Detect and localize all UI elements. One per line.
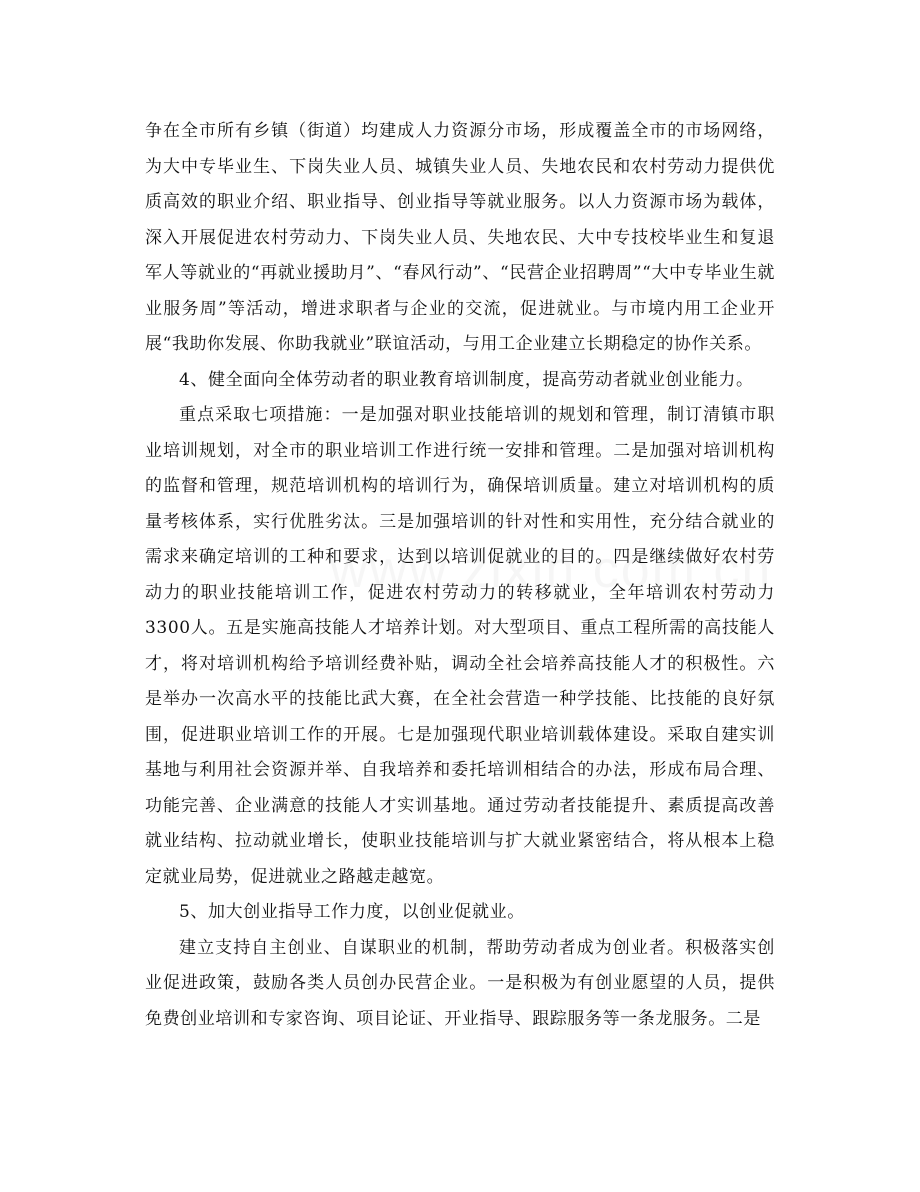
document-body [145, 114, 775, 1037]
paragraph-5: 建立支持自主创业、自谋职业的机制，帮助劳动者成为创业者。积极落实创业促进政策，鼓励各类人员创办民营企业。一是积极为有创业愿望的人员，提供免费创业培训和专家咨询、项目论证、开业指导、跟踪服务等一条龙服务。二是 [145, 937, 775, 1029]
paragraph-2-heading-4: 4、健全面向全体劳动者的职业教育培训制度，提高劳动者就业创业能力。 [179, 369, 754, 390]
paragraph-1: 争在全市所有乡镇（街道）均建成人力资源分市场，形成覆盖全市的市场网络，为大中专毕业生、下岗失业人员、城镇失业人员、失地农民和农村劳动力提供优质高效的职业介绍、职业指导、创业指导等就业服务。以人力资源市场为载体，深入开展促进农村劳动力、下岗失业人员、失地农民、大中专技校毕业生和复退军人等就业的“再就业援助月”、“春风行动”、“民营企业招聘周”“大中专毕业生就业服务周”等活动，增进求职者与企业的交流，促进就业。与市境内用工企业开展“我助你发展、你助我就业”联谊活动，与用工企业建立长期稳定的协作关系。 [145, 121, 775, 354]
paragraph-4-heading-5: 5、加大创业指导工作力度，以创业促就业。 [179, 902, 525, 922]
paragraph-3: 重点采取七项措施：一是加强对职业技能培训的规划和管理，制订清镇市职业培训规划，对全市的职业培训工作进行统一安排和管理。二是加强对培训机构的监督和管理，规范培训机构的培训行为，确保培训质量。建立对培训机构的质量考核体系，实行优胜劣汰。三是加强培训的针对性和实用性，充分结合就业的需求来确定培训的工种和要求，达到以培训促就业的目的。四是继续做好农村劳动力的职业技能培训工作，促进农村劳动力的转移就业，全年培训农村劳动力3300人。五是实施高技能人才培养计划。对大型项目、重点工程所需的高技能人才，将对培训机构给予培训经费补贴，调动全社会培养高技能人才的积极性。六是举办一次高水平的技能比武大赛，在全社会营造一种学技能、比技能的良好氛围，促进职业培训工作的开展。七是加强现代职业培训载体建设。采取自建实训基地与利用社会资源并举、自我培养和委托培训相结合的办法，形成布局合理、功能完善、企业满意的技能人才实训基地。通过劳动者技能提升、素质提高改善就业结构、拉动就业增长，使职业技能培训与扩大就业紧密结合，将从根本上稳定就业局势，促进就业之路越走越宽。 [145, 405, 775, 887]
